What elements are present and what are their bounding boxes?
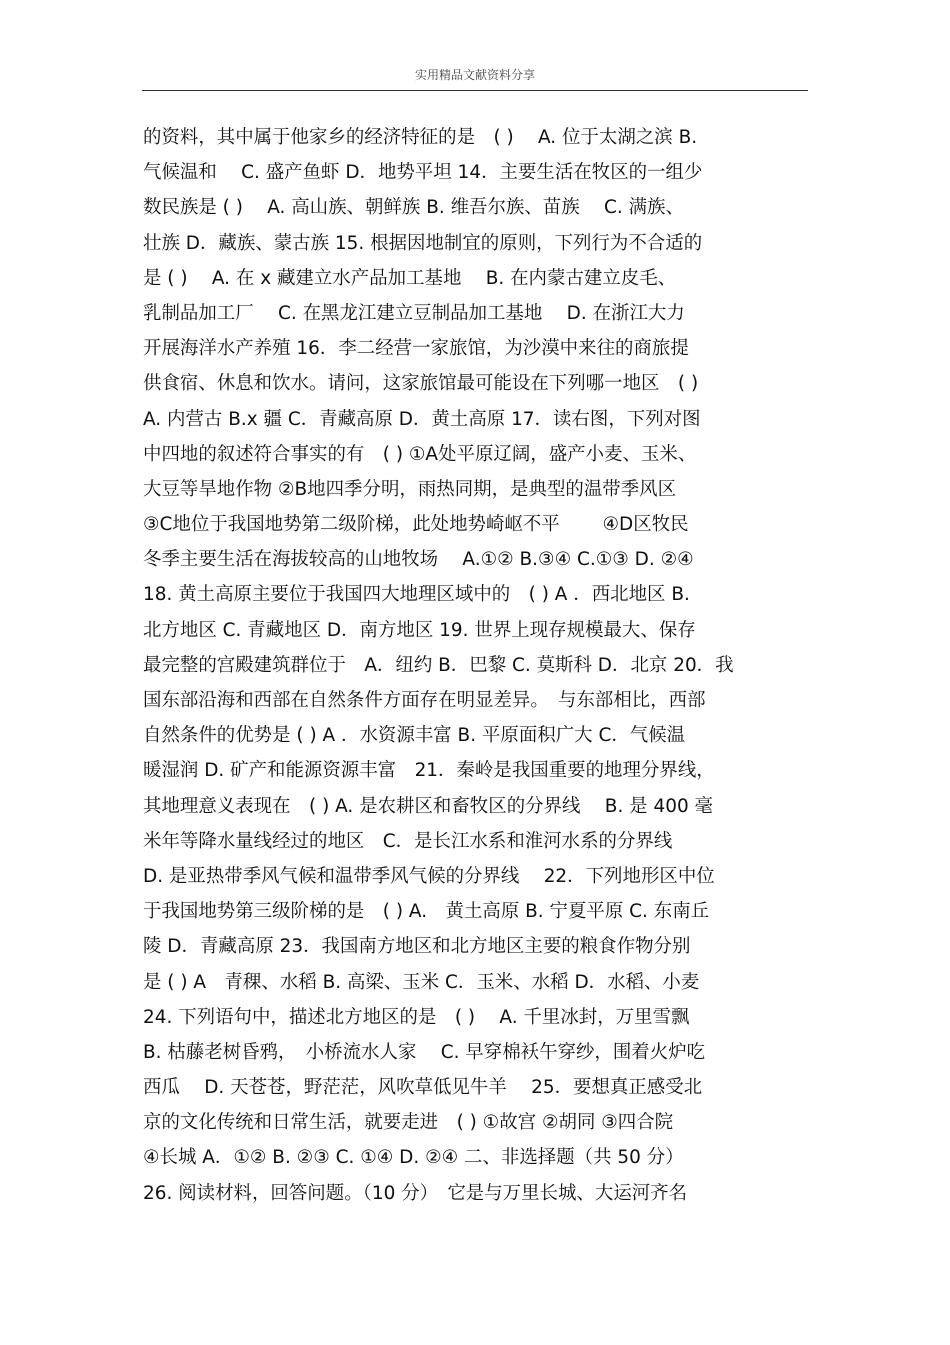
- text-line: 开展海洋水产养殖 16．李二经营一家旅馆，为沙漠中来往的商旅提: [143, 338, 689, 360]
- text-line: 供食宿、休息和饮水。请问，这家旅馆最可能设在下列哪一地区 ( ): [143, 373, 699, 395]
- text-line: 最完整的宫殿建筑群位于 A．纽约 B．巴黎 C. 莫斯科 D．北京 20．我: [143, 654, 734, 676]
- text-line: 冬季主要生活在海拔较高的山地牧场 A.①② B.③④ C.①③ D. ②④: [143, 549, 694, 571]
- text-line: A. 内营古 B.x 疆 C．青藏高原 D．黄土高原 17．读右图，下列对图: [143, 408, 701, 430]
- text-line: 中四地的叙述符合事实的有 ( ) ①A处平原辽阔，盛产小麦、玉米、: [143, 443, 697, 465]
- text-line: 米年等降水量线经过的地区 C．是长江水系和淮河水系的分界线: [143, 830, 673, 852]
- text-line: 的资料，其中属于他家乡的经济特征的是 ( ) A. 位于太湖之滨 B.: [143, 127, 698, 148]
- text-line: 是 ( ) A. 在 x 藏建立水产品加工基地 B. 在内蒙古建立皮毛、: [143, 267, 677, 289]
- text-line: D. 是亚热带季风气候和温带季风气候的分界线 22．下列地形区中位: [143, 865, 715, 887]
- text-line: 26. 阅读材料，回答问题。（10 分） 它是与万里长城、大运河齐名: [143, 1182, 688, 1204]
- text-line: 陵 D．青藏高原 23．我国南方地区和北方地区主要的粮食作物分别: [143, 936, 691, 958]
- document-body: [143, 120, 813, 1211]
- text-line: 乳制品加工厂 C. 在黑龙江建立豆制品加工基地 D. 在浙江大力: [143, 302, 685, 324]
- text-line: 是 ( ) A 青稞、水稻 B. 高梁、玉米 C．玉米、水稻 D．水稻、小麦: [143, 971, 700, 993]
- text-line: 暖湿润 D. 矿产和能源资源丰富 21．秦岭是我国重要的地理分界线，: [143, 760, 715, 782]
- text-line: 壮族 D．藏族、蒙古族 15. 根据因地制宜的原则，下列行为不合适的: [143, 232, 703, 254]
- text-line: 京的文化传统和日常生活，就要走进 ( ) ①故宫 ②胡同 ③四合院: [143, 1112, 674, 1134]
- text-line: 国东部沿海和西部在自然条件方面存在明显差异。 与东部相比，西部: [143, 690, 706, 711]
- text-line: 18. 黄土高原主要位于我国四大地理区域中的 ( ) A ．西北地区 B.: [143, 584, 690, 606]
- text-line: 西瓜 D. 天苍苍，野茫茫，风吹草低见牛羊 25．要想真正感受北: [143, 1077, 703, 1099]
- text-line: 气候温和 C. 盛产鱼虾 D．地势平坦 14．主要生活在牧区的一组少: [143, 162, 703, 184]
- page-header-title: 实用精品文献资料分享: [414, 68, 535, 82]
- text-line: 24. 下列语句中，描述北方地区的是 ( ) A. 千里冰封，万里雪飘: [143, 1006, 690, 1028]
- text-line: 自然条件的优势是 ( ) A ．水资源丰富 B. 平原面积广大 C．气候温: [143, 725, 686, 747]
- header-divider: [142, 90, 808, 91]
- text-line: 数民族是 ( ) A. 高山族、朝鲜族 B. 维吾尔族、苗族 C. 满族、: [143, 197, 684, 219]
- text-line: ③C地位于我国地势第二级阶梯，此处地势崎岖不平 ④D区牧民: [143, 514, 689, 536]
- text-line: 北方地区 C. 青藏地区 D．南方地区 19. 世界上现存规模最大、保存: [143, 619, 696, 641]
- text-line: B. 枯藤老树昏鸦， 小桥流水人家 C. 早穿棉袄午穿纱，围着火炉吃: [143, 1041, 706, 1063]
- text-line: ④长城 A．①② B. ②③ C. ①④ D. ②④ 二、非选择题（共 50 分）: [143, 1147, 684, 1169]
- text-line: 于我国地势第三级阶梯的是 ( ) A. 黄土高原 B. 宁夏平原 C. 东南丘: [143, 901, 710, 923]
- text-line: 其地理意义表现在 ( ) A. 是农耕区和畜牧区的分界线 B. 是 400 毫: [143, 795, 713, 817]
- text-line: 大豆等旱地作物 ②B地四季分明，雨热同期，是典型的温带季风区: [143, 478, 677, 500]
